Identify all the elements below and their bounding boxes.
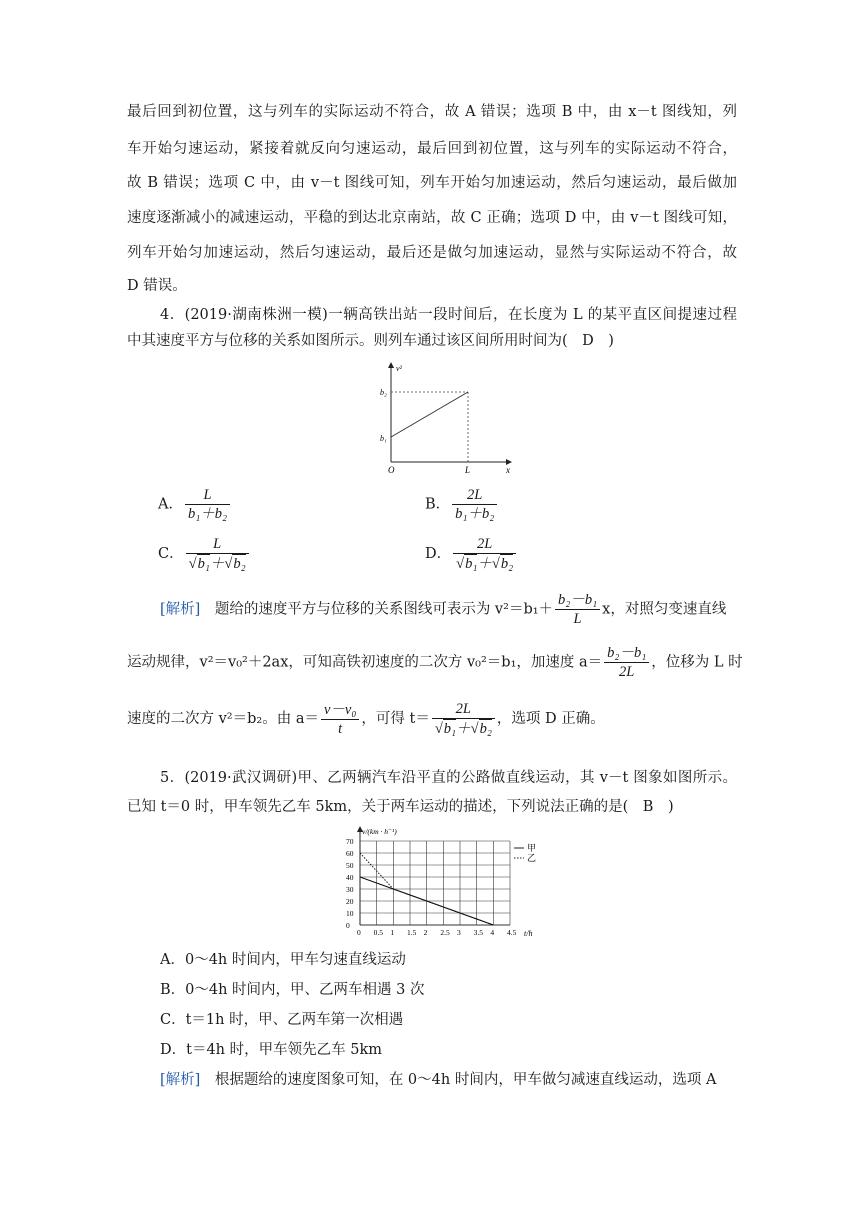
q5-y-tick-label: 50: [346, 861, 354, 870]
q4-analysis-line1: [解析] 题给的速度平方与位移的关系图线可表示为 v²＝b₁＋ $\frac{\text{b₂－b₁}}{L}$ x，对照匀变速直线: [160, 592, 727, 627]
q5-graph: [336, 824, 548, 938]
q5-x-tick-label: 2: [423, 928, 428, 937]
q5-x-tick-label: 3: [457, 928, 461, 937]
q4-stem-line2: 中其速度平方与位移的关系如图所示。则列车通过该区间所用时间为( D ): [127, 333, 614, 349]
intro-line: 最后回到初位置，这与列车的实际运动不符合，故 A 错误；选项 B 中，由 x－t 图线知，列: [127, 104, 737, 120]
q5-x-tick-label: 4.5: [507, 928, 517, 937]
q5-x-tick-label: 1.5: [407, 928, 417, 937]
q5-legend-yi: 乙: [527, 853, 537, 863]
q5-y-tick-label: 40: [346, 873, 354, 882]
q5-x-tick-label: 1: [390, 928, 395, 937]
q4-option-d[interactable]: D． $\frac{2L}{\text{√b₁＋√b₂}}$: [425, 535, 518, 573]
q5-x-axis-label: t/h: [524, 929, 533, 938]
q5-y-tick-label: 10: [346, 909, 354, 918]
q4-analysis-line2: 运动规律，v²＝v₀²＋2ax，可知高铁初速度的二次方 v₀²＝b₁，加速度 a＝ $\frac{\text{b₂－b₁}}{2L}$ ，位移为 L 时: [127, 645, 743, 680]
q5-x-tick-label: 4: [490, 928, 495, 937]
q4-analysis-line3: 速度的二次方 v²＝b₂。由 a＝ $\frac{\text{v－v₀}}{t}$ ，可得 t＝ $\frac{2L}{\text{√b₁＋√b₂}}$ ，选项 D 正确。: [127, 701, 605, 737]
q4-y-tick-b1: b₁: [380, 434, 387, 443]
q5-y-tick-label: 60: [346, 849, 354, 858]
q5-x-tick-label: 0.5: [373, 928, 384, 937]
q4-x-tick-L: L: [465, 465, 471, 475]
q5-option-c[interactable]: C．t＝1h 时，甲、乙两车第一次相遇: [160, 1012, 404, 1028]
intro-line: D 错误。: [127, 278, 187, 294]
q4-graph: [376, 360, 516, 478]
q5-x-tick-label: 2.5: [440, 928, 450, 937]
q4-graph-line: [391, 392, 468, 437]
q5-y-tick-label: 30: [346, 885, 354, 894]
q5-option-b[interactable]: B．0～4h 时间内，甲、乙两车相遇 3 次: [160, 982, 425, 998]
q4-option-a[interactable]: A． $\frac{L}{\text{b₁＋b₂}}$: [158, 486, 232, 523]
q5-stem-line2: 已知 t＝0 时，甲车领先乙车 5km，关于两车运动的描述，下列说法正确的是( B ): [127, 799, 674, 815]
q5-analysis-line1: [解析] 根据题给的速度图象可知，在 0～4h 时间内，甲车做匀减速直线运动，选项 A: [160, 1072, 717, 1088]
q4-option-c[interactable]: C． $\frac{L}{\text{√b₁＋√b₂}}$: [158, 535, 251, 573]
q5-y-axis-label: v/(km · h⁻¹): [362, 827, 397, 836]
q5-y-tick-label: 0: [346, 921, 350, 930]
q5-option-d[interactable]: D．t＝4h 时，甲车领先乙车 5km: [160, 1042, 382, 1058]
q4-x-axis-label: x: [506, 465, 510, 475]
q4-y-axis-label: v²: [396, 364, 402, 373]
q5-x-tick-label: 3.5: [473, 928, 484, 937]
q5-y-tick-label: 70: [346, 837, 354, 846]
analysis-tag: [解析]: [160, 1072, 201, 1088]
q4-option-b[interactable]: B． $\frac{2L}{\text{b₁＋b₂}}$: [425, 486, 499, 523]
q4-stem-line1: 4．(2019·湖南株洲一模)一辆高铁出站一段时间后，在长度为 L 的某平直区间提速过程: [160, 307, 737, 323]
q4-y-tick-b2: b₂: [380, 388, 387, 397]
q5-legend-jia: 甲: [527, 843, 537, 853]
intro-line: 故 B 错误；选项 C 中，由 v－t 图线可知，列车开始匀加速运动，然后匀速运动，最后做加: [127, 175, 737, 191]
q5-stem-line1: 5．(2019·武汉调研)甲、乙两辆汽车沿平直的公路做直线运动，其 v－t 图象如图所示。: [160, 770, 737, 786]
q5-x-tick-label: 0: [357, 928, 361, 937]
intro-line: 车开始匀速运动，紧接着就反向匀速运动，最后回到初位置，这与列车的实际运动不符合，: [127, 141, 737, 157]
q4-origin-label: O: [388, 465, 395, 475]
analysis-tag: [解析]: [160, 601, 201, 618]
intro-line: 速度逐渐减小的减速运动，平稳的到达北京南站，故 C 正确；选项 D 中，由 v－t 图线可知，: [127, 210, 737, 226]
q5-option-a[interactable]: A．0～4h 时间内，甲车匀速直线运动: [160, 952, 406, 968]
intro-line: 列车开始匀加速运动，然后匀速运动，最后还是做匀加速运动，显然与实际运动不符合，故: [127, 245, 737, 261]
q5-y-tick-label: 20: [346, 897, 354, 906]
